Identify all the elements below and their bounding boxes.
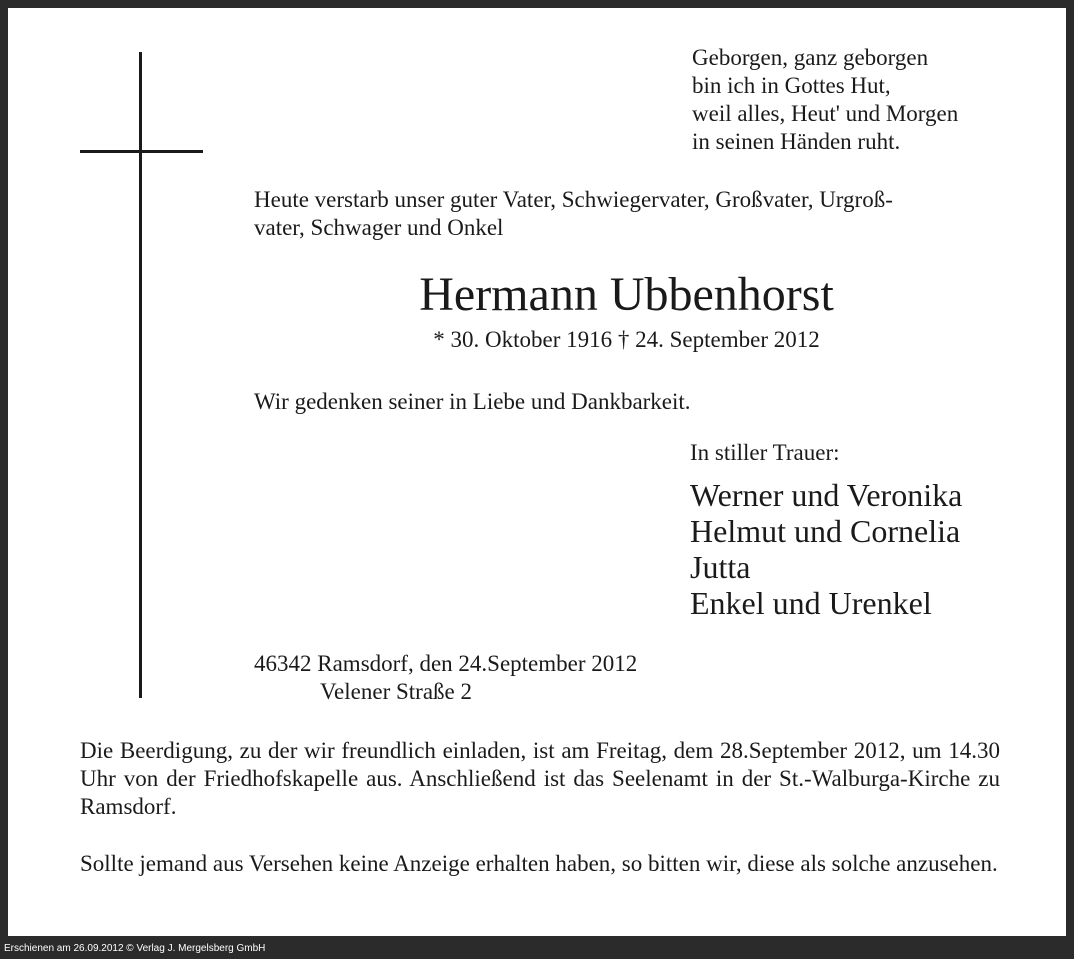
publication-footer: Erschienen am 26.09.2012 © Verlag J. Mergelsberg GmbH xyxy=(4,943,266,954)
cross-icon xyxy=(139,52,142,698)
street-address: Velener Straße 2 xyxy=(320,679,472,704)
intro-text: Heute verstarb unser guter Vater, Schwiegervater, Großvater, Urgroß- vater, Schwager und Onkel xyxy=(254,187,893,240)
deceased-name: Hermann Ubbenhorst xyxy=(419,268,834,321)
mourners-heading: In stiller Trauer: xyxy=(690,440,840,465)
deceased-dates: * 30. Oktober 1916 † 24. September 2012 xyxy=(433,327,820,352)
poem-line: Geborgen, ganz geborgen xyxy=(692,45,929,70)
poem-line: bin ich in Gottes Hut, xyxy=(692,73,891,98)
cross-icon-crossbar xyxy=(80,150,203,153)
place-date: 46342 Ramsdorf, den 24.September 2012 xyxy=(254,651,638,676)
mourner-name: Werner und Veronika xyxy=(690,477,963,513)
mourner-name: Jutta xyxy=(690,549,751,585)
funeral-info: Die Beerdigung, zu der wir freundlich einladen, ist am Freitag, dem 28.September 2012, um 14.30 Uhr von der Friedhofskapelle aus. Anschließend ist das Seelenamt in der St.-Walburga-Kirche zu Ramsdorf. xyxy=(80,738,1000,819)
mourner-name: Enkel und Urenkel xyxy=(690,585,932,621)
notice-text: Sollte jemand aus Versehen keine Anzeige erhalten haben, so bitten wir, diese als solche anzusehen. xyxy=(80,851,998,876)
mourner-name: Helmut und Cornelia xyxy=(690,513,961,549)
poem-line: in seinen Händen ruht. xyxy=(692,129,901,154)
memorial-text: Wir gedenken seiner in Liebe und Dankbarkeit. xyxy=(254,389,691,414)
obituary-notice xyxy=(8,8,1066,936)
poem xyxy=(692,44,958,156)
poem-line: weil alles, Heut' und Morgen xyxy=(692,101,959,126)
